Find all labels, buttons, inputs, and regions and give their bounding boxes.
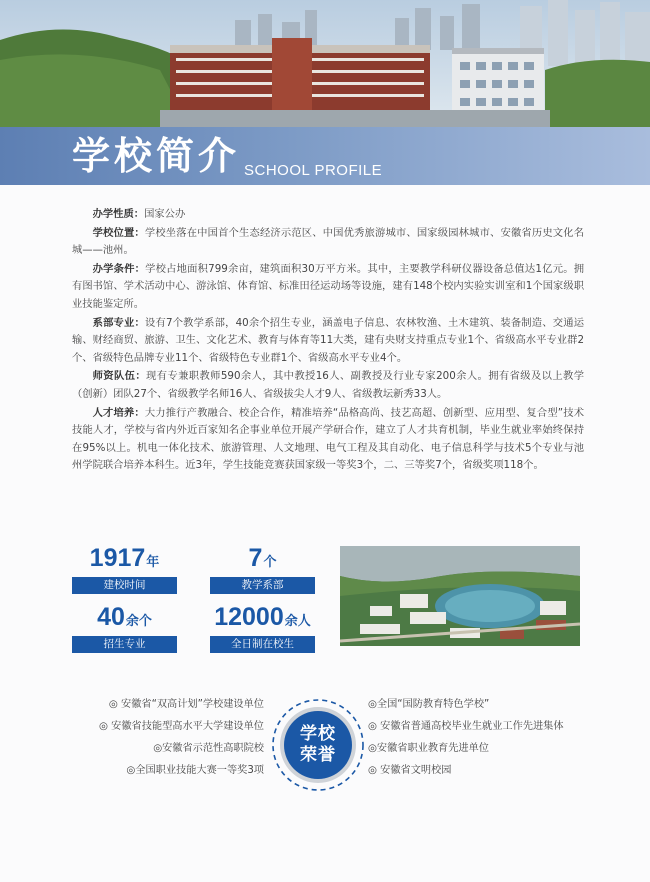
page-title: 学校简介 bbox=[72, 134, 241, 178]
stat-label: 招生专业 bbox=[72, 636, 177, 653]
campus-header-photo bbox=[0, 0, 650, 128]
stat-value: 40余个 bbox=[97, 603, 152, 631]
honor-item: ◎ 安徽省“双高计划”学校建设单位 bbox=[108, 699, 264, 710]
profile-paragraph bbox=[72, 315, 584, 368]
profile-content: 学校占地面积799余亩，建筑面积30万平方米。其中，主要教学科研仪器设备总值达1亿元。拥有图书馆、学术活动中心、游泳馆、体育馆、标准田径运动场等设施，建有148个校内实验实训室和1个国家级职业技能鉴定所。 bbox=[72, 262, 585, 310]
stat-founded bbox=[72, 544, 177, 594]
campus-aerial-photo bbox=[340, 546, 580, 646]
profile-text bbox=[72, 206, 584, 476]
profile-label: 办学条件： bbox=[92, 262, 146, 275]
profile-paragraph bbox=[72, 405, 584, 475]
stat-value: 12000余人 bbox=[214, 603, 311, 631]
profile-label: 办学性质： bbox=[92, 208, 145, 220]
stat-label: 建校时间 bbox=[72, 577, 177, 594]
honor-item: ◎ 安徽省普通高校毕业生就业工作先进集体 bbox=[368, 721, 564, 732]
profile-label: 学校位置： bbox=[92, 226, 145, 239]
badge-line: 学校 bbox=[300, 724, 336, 744]
honor-item: ◎ 安徽省技能型高水平大学建设单位 bbox=[99, 721, 264, 732]
profile-content: 现有专兼职教师590余人，其中教授16人、副教授及行业专家200余人。拥有省级及以上教学（创新）团队27个、省级教学名师16人、省级拔尖人才9人、省级教坛新秀33人。 bbox=[72, 370, 584, 400]
stat-value: 7个 bbox=[248, 544, 277, 572]
profile-label: 系部专业： bbox=[92, 316, 145, 329]
honor-item: ◎安徽省职业教育先进单位 bbox=[368, 743, 489, 754]
profile-paragraph bbox=[72, 225, 584, 260]
stat-departments bbox=[210, 544, 315, 594]
honor-item: ◎安徽省示范性高职院校 bbox=[153, 743, 264, 754]
stat-label: 全日制在校生 bbox=[210, 636, 315, 653]
stat-value: 1917年 bbox=[89, 544, 160, 572]
profile-content: 设有7个教学系部，40余个招生专业，涵盖电子信息、农林牧渔、土木建筑、装备制造、交通运输、财经商贸、旅游、卫生、文化艺术、教育与体育等11大类，建有央财支持重点专业1个、省级高水平专业群2个、省级特色品牌专业11个、省级特色专业群1个、省级高水平专业4个。 bbox=[72, 316, 585, 364]
honor-item: ◎ 安徽省文明校园 bbox=[368, 765, 452, 776]
page-subtitle: SCHOOL PROFILE bbox=[244, 162, 383, 179]
profile-paragraph bbox=[72, 368, 584, 403]
profile-paragraph bbox=[72, 261, 584, 314]
profile-paragraph bbox=[72, 206, 584, 224]
badge-line: 荣誉 bbox=[300, 745, 336, 765]
honor-item: ◎全国“国防教育特色学校” bbox=[368, 699, 490, 710]
stat-students bbox=[210, 603, 315, 653]
honor-item: ◎全国职业技能大赛一等奖3项 bbox=[126, 765, 264, 776]
stat-label: 教学系部 bbox=[210, 577, 315, 594]
honor-badge bbox=[284, 711, 352, 779]
profile-label: 人才培养： bbox=[92, 406, 145, 419]
profile-content: 学校坐落在中国首个生态经济示范区、中国优秀旅游城市、国家级园林城市、安徽省历史文化名城——池州。 bbox=[72, 226, 585, 257]
profile-label: 师资队伍： bbox=[92, 370, 147, 383]
stat-majors bbox=[72, 603, 177, 653]
profile-content: 国家公办 bbox=[144, 208, 186, 220]
profile-content: 大力推行产教融合、校企合作，精准培养“品格高尚、技艺高超、创新型、应用型、复合型”技术技能人才，学校与省内外近百家知名企事业单位开展产学研合作，建立了人才共育机制，毕业生就业率始终保持在95%以上。机电一体化技术、旅游管理、人文地理、电气工程及其自动化、电子信息科学与技术5个专业与池州学院联合培养本科生。近3年，学生技能竞赛获国家级一等奖3个，二、三等奖7个，省级奖项118个。 bbox=[72, 406, 585, 472]
